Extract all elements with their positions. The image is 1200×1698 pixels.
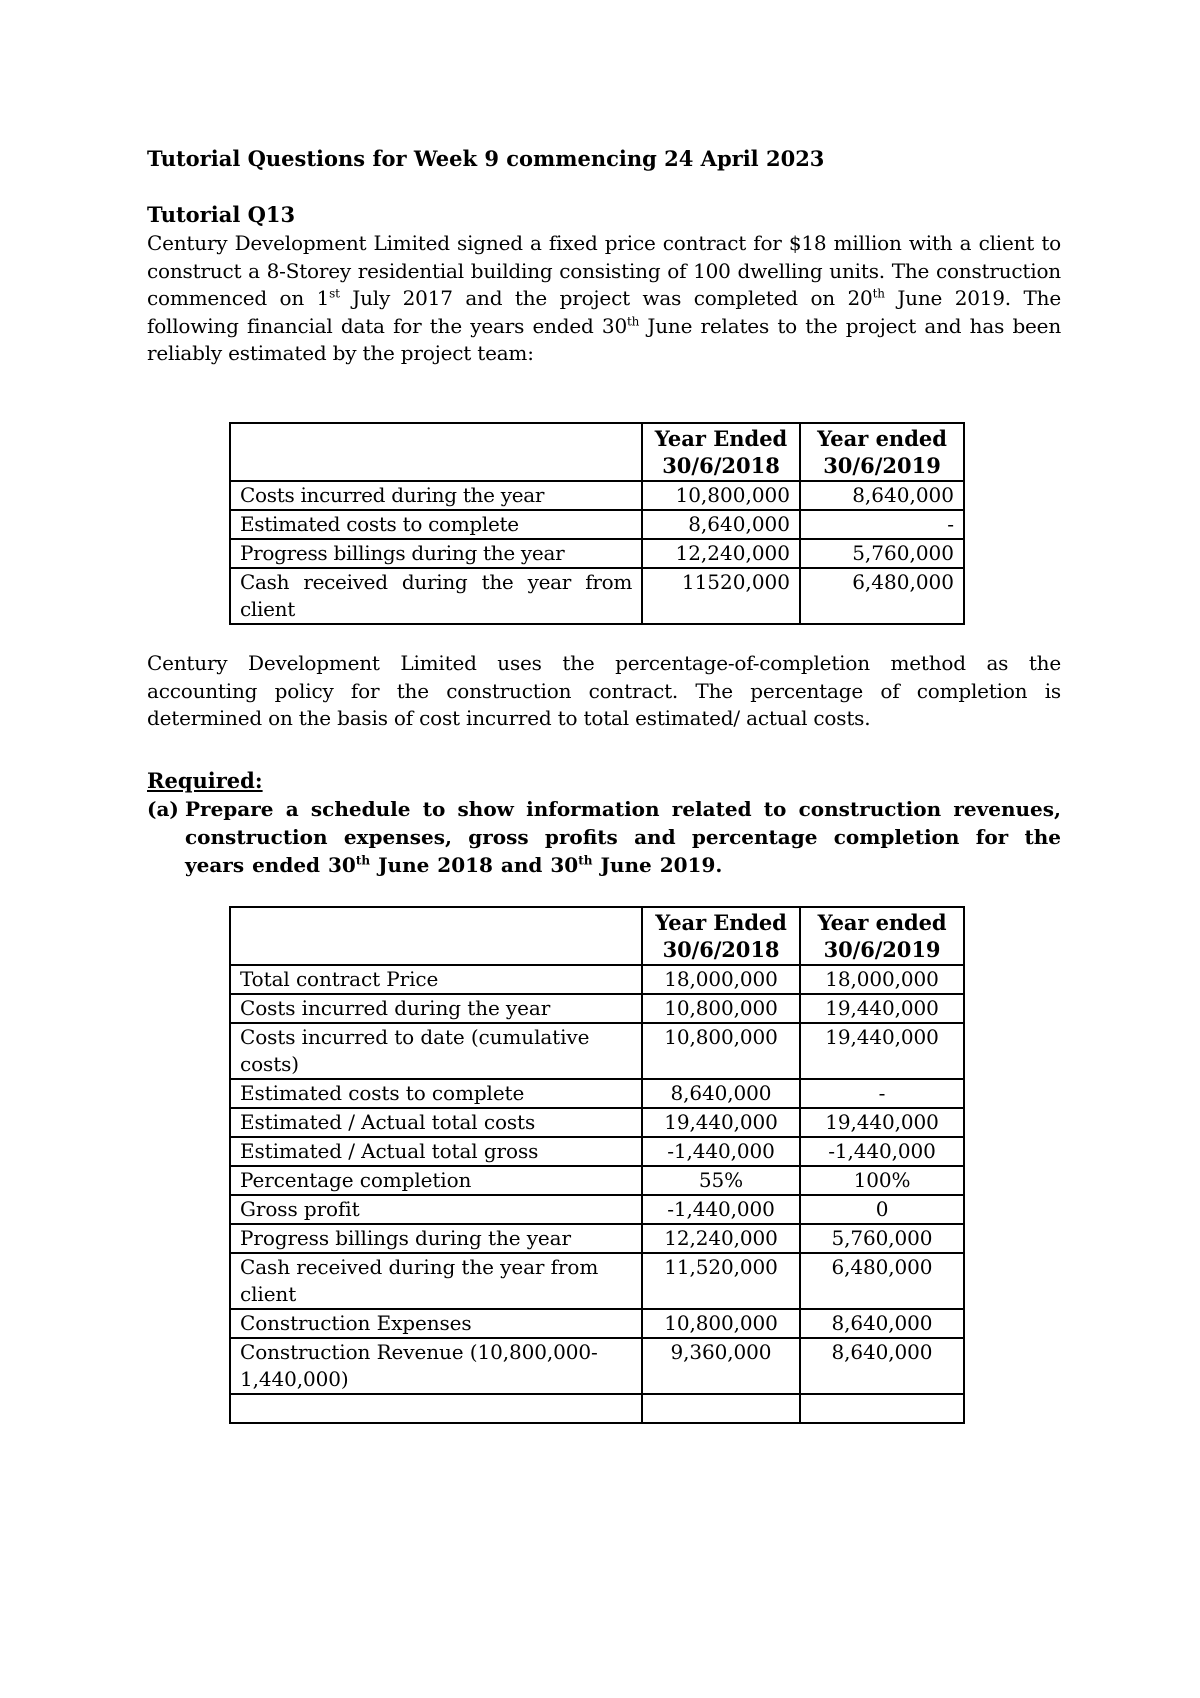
- table-row: [230, 1195, 964, 1224]
- intro-paragraph: [147, 230, 1061, 368]
- intro-text-2: July 2017 and the project was completed on 20: [339, 286, 873, 310]
- part-a-label: (a): [147, 797, 179, 821]
- table-cell-value: 11,520,000: [642, 1253, 800, 1309]
- part-a-text-1: Prepare a schedule to show information related to construction revenues, construction expenses, gross profits and percentage completion for the years ended 30: [185, 797, 1061, 877]
- schedule-table: [229, 906, 965, 1424]
- table-cell-value: 5,760,000: [800, 539, 964, 568]
- table-row: [230, 1108, 964, 1137]
- table-row: [230, 1394, 964, 1423]
- table-cell-label: Estimated / Actual total costs: [230, 1108, 642, 1137]
- table-header-cell: [230, 907, 642, 965]
- table-header-cell: Year Ended 30/6/2018: [642, 423, 800, 481]
- table-cell-value: 11520,000: [642, 568, 800, 624]
- table-cell-value: 19,440,000: [800, 1108, 964, 1137]
- table-cell-label: Progress billings during the year: [230, 539, 642, 568]
- part-a: [147, 795, 1061, 879]
- table-cell-value: 12,240,000: [642, 1224, 800, 1253]
- table-cell-value: 10,800,000: [642, 481, 800, 510]
- table-cell-value: 0: [800, 1195, 964, 1224]
- table-cell-value: [800, 1394, 964, 1423]
- table-cell-label: Estimated costs to complete: [230, 510, 642, 539]
- table-cell-value: 8,640,000: [800, 1338, 964, 1394]
- policy-paragraph: Century Development Limited uses the percentage-of-completion method as the accounting policy for the construction contract. The percentage of completion is determined on the basis of cost incurred to total estimated/ actual costs.: [147, 651, 1061, 730]
- table-cell-value: 6,480,000: [800, 568, 964, 624]
- table-row: [230, 1338, 964, 1394]
- table-cell-value: 55%: [642, 1166, 800, 1195]
- table-cell-value: 19,440,000: [800, 994, 964, 1023]
- table-row: [230, 1224, 964, 1253]
- table-cell-label: Percentage completion: [230, 1166, 642, 1195]
- table-row: [230, 481, 964, 510]
- table-cell-label: Costs incurred to date (cumulative costs): [230, 1023, 642, 1079]
- table-cell-label: Estimated costs to complete: [230, 1079, 642, 1108]
- table-row: [230, 1253, 964, 1309]
- table-cell-value: 10,800,000: [642, 1023, 800, 1079]
- table-cell-label: Construction Revenue (10,800,000-1,440,000): [230, 1338, 642, 1394]
- table-cell-label: Total contract Price: [230, 965, 642, 994]
- table-row: [230, 1166, 964, 1195]
- table-header-cell: [230, 423, 642, 481]
- table-cell-value: -1,440,000: [642, 1137, 800, 1166]
- table-cell-label: [230, 1394, 642, 1423]
- table-cell-label: Gross profit: [230, 1195, 642, 1224]
- table-cell-label: Construction Expenses: [230, 1309, 642, 1338]
- table-cell-label: Estimated / Actual total gross: [230, 1137, 642, 1166]
- table-cell-value: 10,800,000: [642, 994, 800, 1023]
- table-row: [230, 539, 964, 568]
- intro-sup-1: st: [329, 286, 340, 301]
- table-row: [230, 1309, 964, 1338]
- table-cell-value: 8,640,000: [642, 1079, 800, 1108]
- table-cell-label: Costs incurred during the year: [230, 994, 642, 1023]
- part-a-text-3: June 2019.: [592, 853, 723, 877]
- table-cell-value: 18,000,000: [642, 965, 800, 994]
- table-header-cell: Year ended 30/6/2019: [800, 423, 964, 481]
- intro-text-1: Century Development Limited signed a fixed price contract for $18 million with a client to construct a 8-Storey residential building consisting of 100 dwelling units. The construction commenced on 1: [147, 231, 1061, 310]
- part-a-sup-2: th: [578, 853, 593, 868]
- table-cell-value: -1,440,000: [642, 1195, 800, 1224]
- table-cell-label: Cash received during the year from client: [230, 1253, 642, 1309]
- table-cell-value: 8,640,000: [642, 510, 800, 539]
- table-cell-label: Progress billings during the year: [230, 1224, 642, 1253]
- intro-sup-3: th: [626, 313, 640, 328]
- table-row: [230, 994, 964, 1023]
- table-header-cell: Year Ended 30/6/2018: [642, 907, 800, 965]
- table-row: [230, 1023, 964, 1079]
- table-cell-label: Costs incurred during the year: [230, 481, 642, 510]
- table-cell-value: 19,440,000: [642, 1108, 800, 1137]
- table-cell-value: 12,240,000: [642, 539, 800, 568]
- table-row: [230, 510, 964, 539]
- table-cell-value: -: [800, 510, 964, 539]
- table-cell-value: 6,480,000: [800, 1253, 964, 1309]
- table-row: [230, 568, 964, 624]
- table-row: [230, 1079, 964, 1108]
- required-heading: Required:: [147, 768, 263, 793]
- table-row: [230, 1137, 964, 1166]
- table-cell-value: 10,800,000: [642, 1309, 800, 1338]
- table-cell-value: 100%: [800, 1166, 964, 1195]
- intro-sup-2: th: [872, 286, 885, 301]
- table-cell-value: 19,440,000: [800, 1023, 964, 1079]
- table-cell-value: 5,760,000: [800, 1224, 964, 1253]
- table-cell-value: [642, 1394, 800, 1423]
- question-heading: Tutorial Q13: [147, 202, 296, 227]
- table-cell-value: 9,360,000: [642, 1338, 800, 1394]
- page-title: Tutorial Questions for Week 9 commencing 24 April 2023: [147, 146, 825, 171]
- part-a-text: [185, 795, 1061, 879]
- table-cell-value: 18,000,000: [800, 965, 964, 994]
- table-header-row: [230, 423, 964, 481]
- table-cell-value: -: [800, 1079, 964, 1108]
- table-cell-label: Cash received during the year from client: [230, 568, 642, 624]
- table-header-row: [230, 907, 964, 965]
- financial-data-table: [229, 422, 965, 625]
- table-cell-value: 8,640,000: [800, 481, 964, 510]
- table-row: [230, 965, 964, 994]
- table-cell-value: -1,440,000: [800, 1137, 964, 1166]
- intro-text-4: June relates to the project and has been reliably estimated by the project team:: [147, 313, 1061, 365]
- table-cell-value: 8,640,000: [800, 1309, 964, 1338]
- table-header-cell: Year ended 30/6/2019: [800, 907, 964, 965]
- part-a-sup-1: th: [355, 853, 371, 868]
- part-a-text-2: June 2018 and 30: [370, 853, 579, 877]
- intro-text-3: June 2019. The following financial data for the years ended 30: [147, 286, 1061, 338]
